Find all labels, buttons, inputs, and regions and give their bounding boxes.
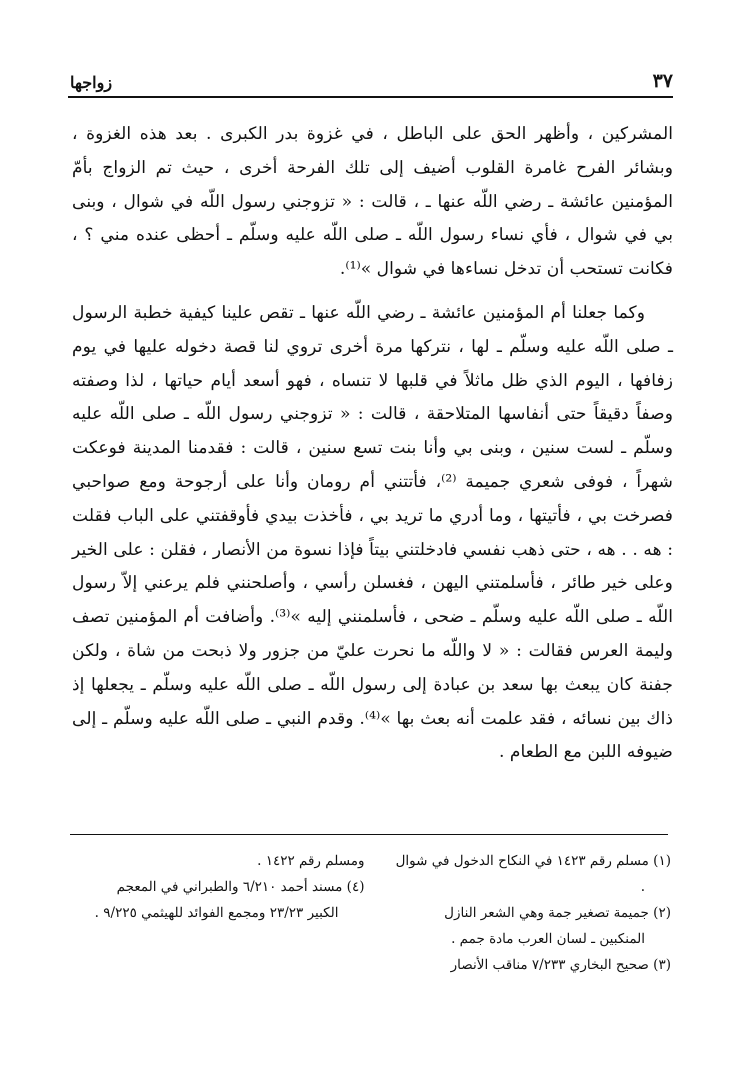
footnote-3: (٣) صحيح البخاري ٧/٢٣٣ مناقب الأنصار	[450, 957, 671, 973]
footnote-3-continued: ومسلم رقم ١٤٢٢ .	[257, 853, 365, 869]
paragraph: وكما جعلنا أم المؤمنين عائشة ـ رضي اللّه عنها ـ تقص علينا كيفية خطبة الرسول ـ صلى اللّه عليه وسلّم ـ لها ، نتركها مرة أخرى تروي لنا قصة دخوله عليها في يوم زفافها ، اليوم الذي ظل ماثلاً في قلبها لا تنساه ، فهو أسعد أيام حياتها ، لذا وصفته وصفاً دقيقاً حتى أنفاسها المتلاحقة ، قالت : « تزوجني رسول اللّه ـ صلى اللّه عليه وسلّم ـ لست سنين ، وبنى بي وأنا بنت تسع سنين ، قالت : فقدمنا المدينة فوعكت شهراً ، فوفى شعري جميمة ⁽²⁾، فأتتني أم رومان وأنا على أرجوحة ومع صواحبي فصرخت بي ، فأتيتها ، وما أدري ما تريد بي ، فأخذت بيدي فأوقفتني على الباب فقلت : هه . . هه ، حتى ذهب نفسي فادخلتني بيتاً فإذا نسوة من الأنصار ، فقلن : على الخير وعلى خير طائر ، فأسلمتني اليهن ، فغسلن رأسي ، وأصلحنني فلم يرعني إلاّ رسول اللّه ـ صلى اللّه عليه وسلّم ـ ضحى ، فأسلمنني إليه »⁽³⁾. وأضافت أم المؤمنين تصف وليمة العرس فقالت : « لا واللّه ما نحرت عليّ من جزور ولا ذبحت من شاة ، ولكن جفنة كان يبعث بها سعد بن عبادة إلى رسول اللّه ـ صلى اللّه عليه وسلّم ـ يجعلها إذ ذاك بين نسائه ، فقد علمت أنه بعث بها »⁽⁴⁾. وقدم النبي ـ صلى اللّه عليه وسلّم ـ إلى ضيوفه اللبن مع الطعام .	[72, 302, 673, 763]
paragraph: المشركين ، وأظهر الحق على الباطل ، في غزوة بدر الكبرى . بعد هذه الغزوة ، وبشائر الفرح غامرة القلوب أضيف إلى تلك الفرحة أخرى ، حيث تم الزواج بأمّ المؤمنين عائشة ـ رضي اللّه عنها ـ ، قالت : « تزوجني رسول اللّه في شوال ، وبنى بي في شوال ، فأي نساء رسول اللّه ـ صلى اللّه عليه وسلّم ـ أحظى عنده مني ؟ ، فكانت تستحب أن تدخل نساءها في شوال »⁽¹⁾.	[72, 124, 673, 280]
footnotes-left-column	[88, 848, 365, 978]
running-title: زواجها	[70, 73, 113, 92]
footnotes-right-column	[395, 848, 672, 978]
footnotes	[88, 848, 671, 978]
main-text	[72, 118, 673, 770]
page-header	[70, 62, 673, 92]
footnote-1: (١) مسلم رقم ١٤٢٣ في النكاح الدخول في شوال .	[395, 853, 671, 895]
header-rule	[68, 96, 673, 98]
footnote-4: (٤) مسند أحمد ٦/٢١٠ والطبراني في المعجم الكبير ٢٣/٢٣ ومجمع الفوائد للهيثمي ٩/٢٢٥ .	[94, 879, 365, 921]
page-number: ٣٧	[652, 70, 673, 92]
footnote-2: (٢) جميمة تصغير جمة وهي الشعر النازل المنكبين ـ لسان العرب مادة جمم .	[444, 905, 671, 947]
footnote-rule	[70, 834, 668, 835]
